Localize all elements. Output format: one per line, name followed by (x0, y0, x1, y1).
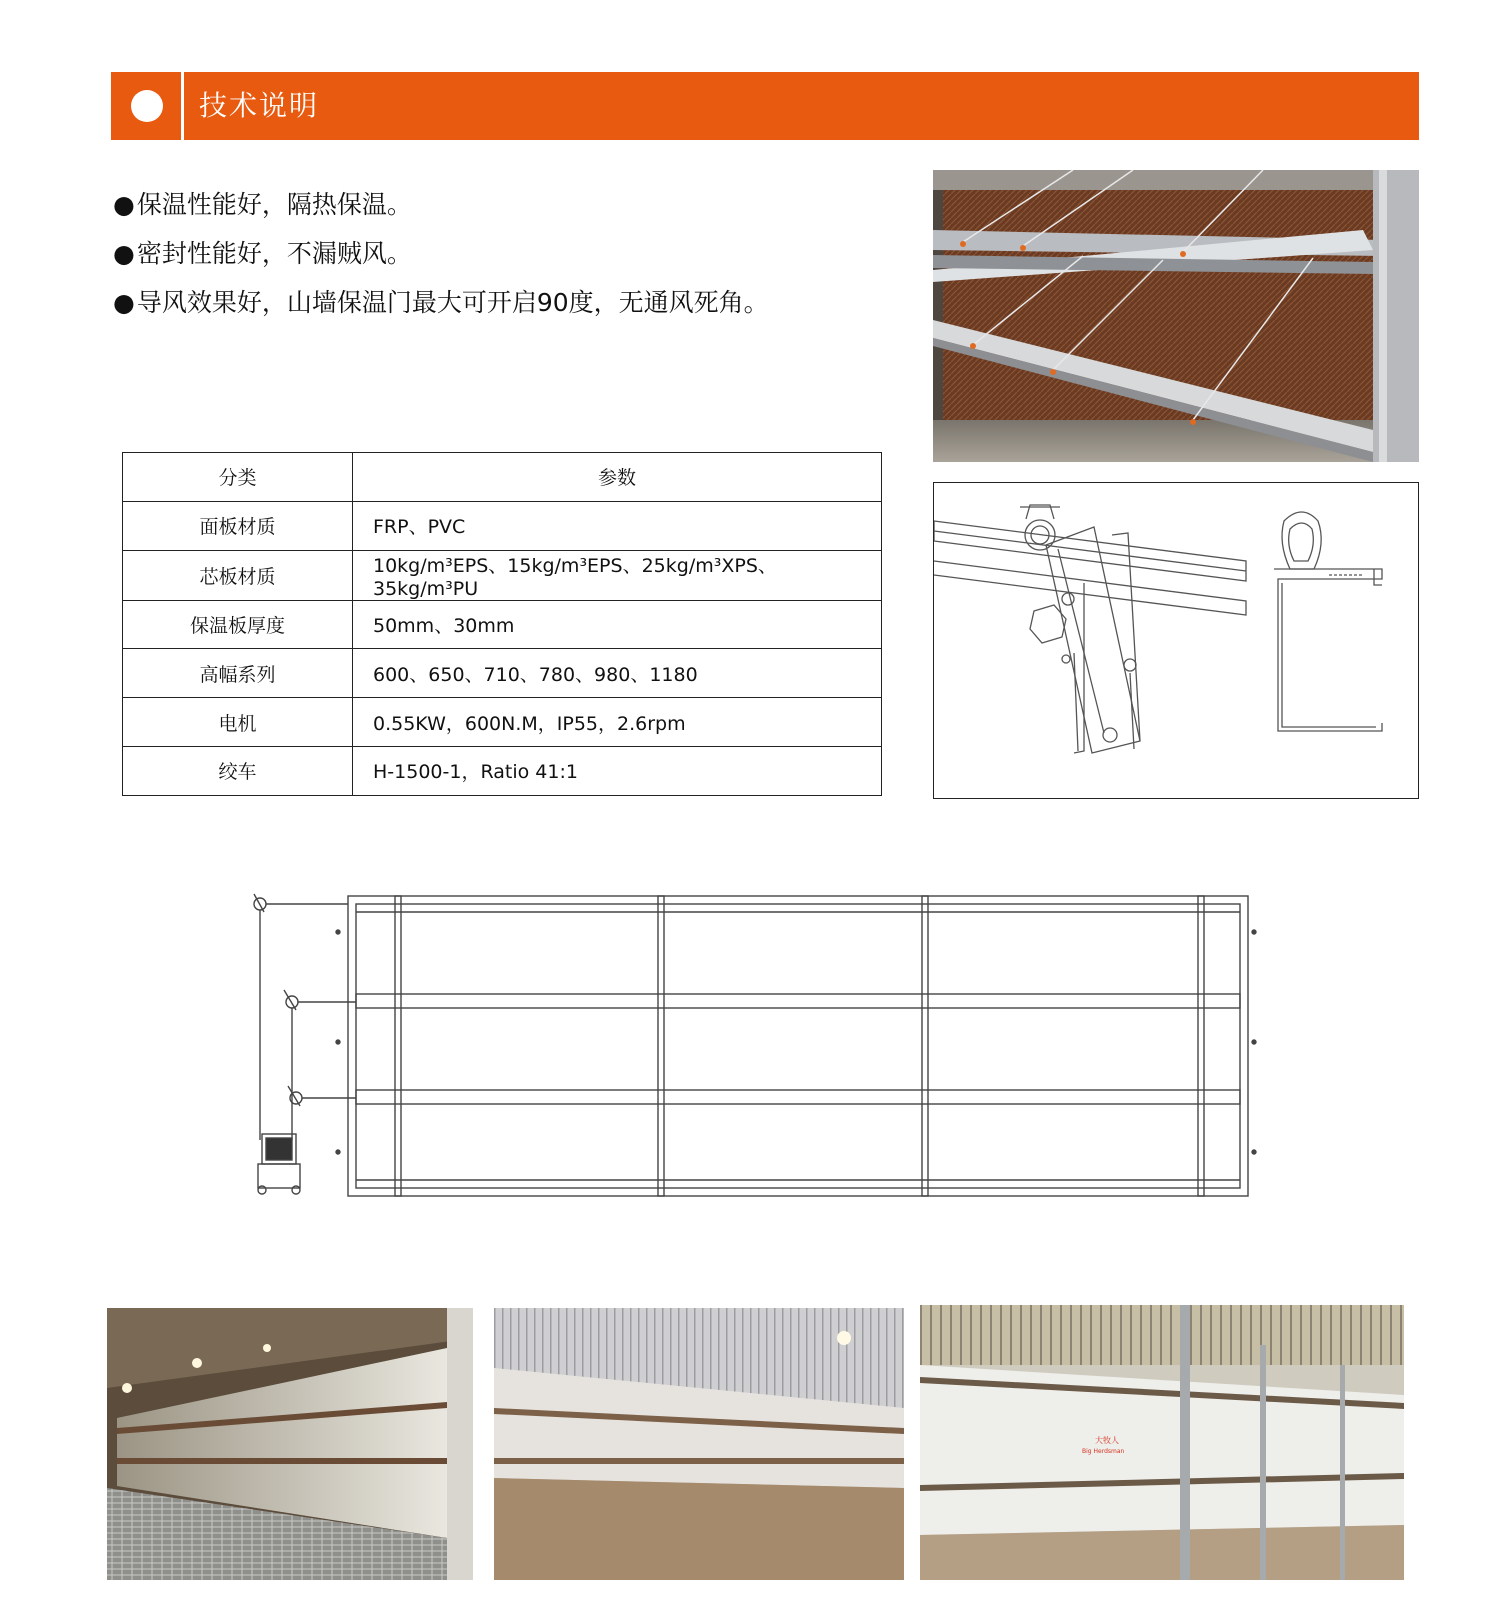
column-header-category: 分类 (123, 453, 353, 502)
table-row (123, 501, 882, 550)
table-row (123, 600, 882, 649)
header-divider (181, 72, 184, 140)
table-row (123, 550, 882, 600)
spec-table (122, 452, 882, 796)
table-row (123, 698, 882, 747)
brand-label-en: Big Herdsman (1082, 1448, 1125, 1455)
brand-label-cn: 大牧人 (1095, 1436, 1119, 1445)
row-value: 50mm、30mm (353, 600, 882, 649)
table-row (123, 649, 882, 698)
installation-photo (933, 170, 1419, 462)
row-label: 电机 (123, 698, 353, 747)
feature-item: ● 导风效果好，山墙保温门最大可开启90度，无通风死角。 (113, 278, 769, 327)
table-header-row (123, 453, 882, 502)
row-value: 0.55KW，600N.M，IP55，2.6rpm (353, 698, 882, 747)
section-header (111, 72, 1419, 140)
row-value: 600、650、710、780、980、1180 (353, 649, 882, 698)
row-label: 芯板材质 (123, 550, 353, 600)
row-label: 绞车 (123, 746, 353, 795)
feature-list (113, 180, 769, 327)
row-label: 高幅系列 (123, 649, 353, 698)
row-value: FRP、PVC (353, 501, 882, 550)
barn-photo-1 (107, 1308, 473, 1580)
row-value: H-1500-1，Ratio 41:1 (353, 746, 882, 795)
barn-photo-3 (920, 1305, 1404, 1580)
feature-item: ● 密封性能好，不漏贼风。 (113, 229, 769, 278)
circle-icon (131, 90, 163, 122)
winch-system-drawing (240, 882, 1260, 1202)
table-row (123, 746, 882, 795)
component-drawing (933, 482, 1419, 799)
column-header-params: 参数 (353, 453, 882, 502)
row-label: 保温板厚度 (123, 600, 353, 649)
section-title: 技术说明 (199, 89, 320, 122)
row-label: 面板材质 (123, 501, 353, 550)
row-value: 10kg/m³EPS、15kg/m³EPS、25kg/m³XPS、35kg/m³PU (353, 550, 882, 600)
feature-item: ● 保温性能好，隔热保温。 (113, 180, 769, 229)
barn-photo-2 (494, 1308, 904, 1580)
